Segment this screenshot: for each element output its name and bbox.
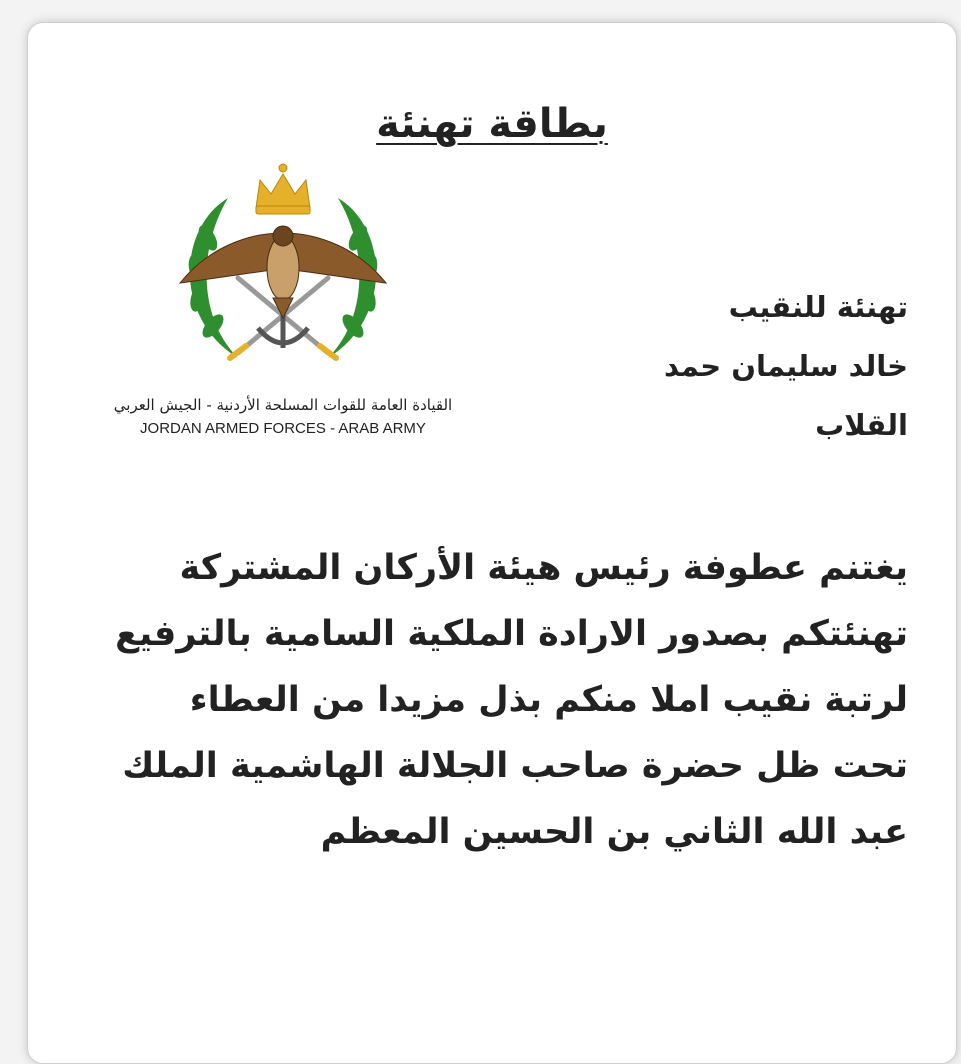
- logo-english-text: JORDAN ARMED FORCES - ARAB ARMY: [140, 420, 426, 437]
- message-line: تحت ظل حضرة صاحب الجلالة الهاشمية الملك: [122, 746, 908, 786]
- message-line: تهنئتكم بصدور الارادة الملكية السامية بالترفيع: [115, 614, 908, 654]
- greeting-card: [27, 22, 957, 1064]
- jaf-emblem-icon: [168, 158, 398, 393]
- jaf-logo: [98, 158, 468, 448]
- message-line: عبد الله الثاني بن الحسين المعظم: [320, 812, 908, 852]
- recipient-line: خالد سليمان حمد: [664, 349, 908, 383]
- recipient-block: [664, 278, 908, 455]
- message-line: يغتنم عطوفة رئيس هيئة الأركان المشتركة: [179, 548, 908, 588]
- message-line: لرتبة نقيب املا منكم بذل مزيدا من العطاء: [189, 680, 908, 720]
- card-title-text: بطاقة تهنئة: [376, 101, 608, 147]
- recipient-line: القلاب: [815, 408, 908, 442]
- logo-arabic-text: القيادة العامة للقوات المسلحة الأردنية - الجيش العربي: [113, 396, 453, 414]
- message-body: [68, 535, 908, 865]
- recipient-line: تهنئة للنقيب: [728, 290, 908, 324]
- card-title: [28, 101, 956, 147]
